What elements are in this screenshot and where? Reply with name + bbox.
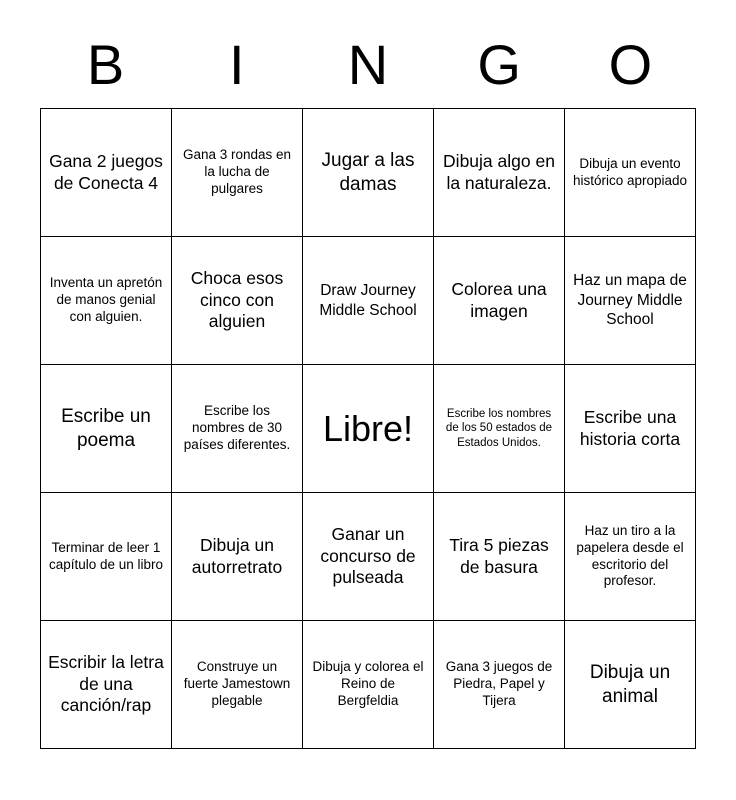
bingo-header-letter-g: G (477, 33, 521, 96)
bingo-cell[interactable]: Gana 2 juegos de Conecta 4 (41, 109, 172, 237)
bingo-cell[interactable]: Choca esos cinco con alguien (172, 237, 303, 365)
bingo-cell[interactable]: Inventa un apretón de manos genial con alguien. (41, 237, 172, 365)
bingo-row (41, 493, 696, 621)
bingo-cell[interactable]: Colorea una imagen (434, 237, 565, 365)
bingo-header-letter-b: B (86, 33, 125, 96)
bingo-cell[interactable]: Dibuja un evento histórico apropiado (565, 109, 696, 237)
bingo-cell[interactable]: Gana 3 rondas en la lucha de pulgares (172, 109, 303, 237)
bingo-header-letter-i: I (229, 33, 245, 96)
bingo-row (41, 237, 696, 365)
bingo-cell[interactable]: Escribir la letra de una canción/rap (41, 621, 172, 749)
bingo-cell[interactable]: Dibuja un autorretrato (172, 493, 303, 621)
bingo-cell[interactable]: Tira 5 piezas de basura (434, 493, 565, 621)
bingo-header-letter-n: N (347, 33, 389, 96)
bingo-header-letter-o: O (608, 33, 653, 96)
bingo-cell[interactable]: Escribe los nombres de los 50 estados de Estados Unidos. (434, 365, 565, 493)
bingo-cell-free[interactable]: Libre! (303, 365, 434, 493)
bingo-grid (40, 108, 696, 749)
bingo-cell[interactable]: Dibuja algo en la naturaleza. (434, 109, 565, 237)
bingo-row (41, 365, 696, 493)
bingo-cell[interactable]: Haz un mapa de Journey Middle School (565, 237, 696, 365)
bingo-cell[interactable]: Draw Journey Middle School (303, 237, 434, 365)
bingo-cell[interactable]: Ganar un concurso de pulseada (303, 493, 434, 621)
bingo-cell[interactable]: Gana 3 juegos de Piedra, Papel y Tijera (434, 621, 565, 749)
bingo-cell[interactable]: Dibuja un animal (565, 621, 696, 749)
bingo-cell[interactable]: Dibuja y colorea el Reino de Bergfeldia (303, 621, 434, 749)
bingo-cell[interactable]: Escribe los nombres de 30 países diferentes. (172, 365, 303, 493)
bingo-header (40, 0, 696, 100)
bingo-row (41, 109, 696, 237)
bingo-cell[interactable]: Jugar a las damas (303, 109, 434, 237)
bingo-cell[interactable]: Escribe un poema (41, 365, 172, 493)
bingo-cell[interactable]: Escribe una historia corta (565, 365, 696, 493)
bingo-cell[interactable]: Terminar de leer 1 capítulo de un libro (41, 493, 172, 621)
bingo-row (41, 621, 696, 749)
bingo-cell[interactable]: Haz un tiro a la papelera desde el escritorio del profesor. (565, 493, 696, 621)
bingo-cell[interactable]: Construye un fuerte Jamestown plegable (172, 621, 303, 749)
